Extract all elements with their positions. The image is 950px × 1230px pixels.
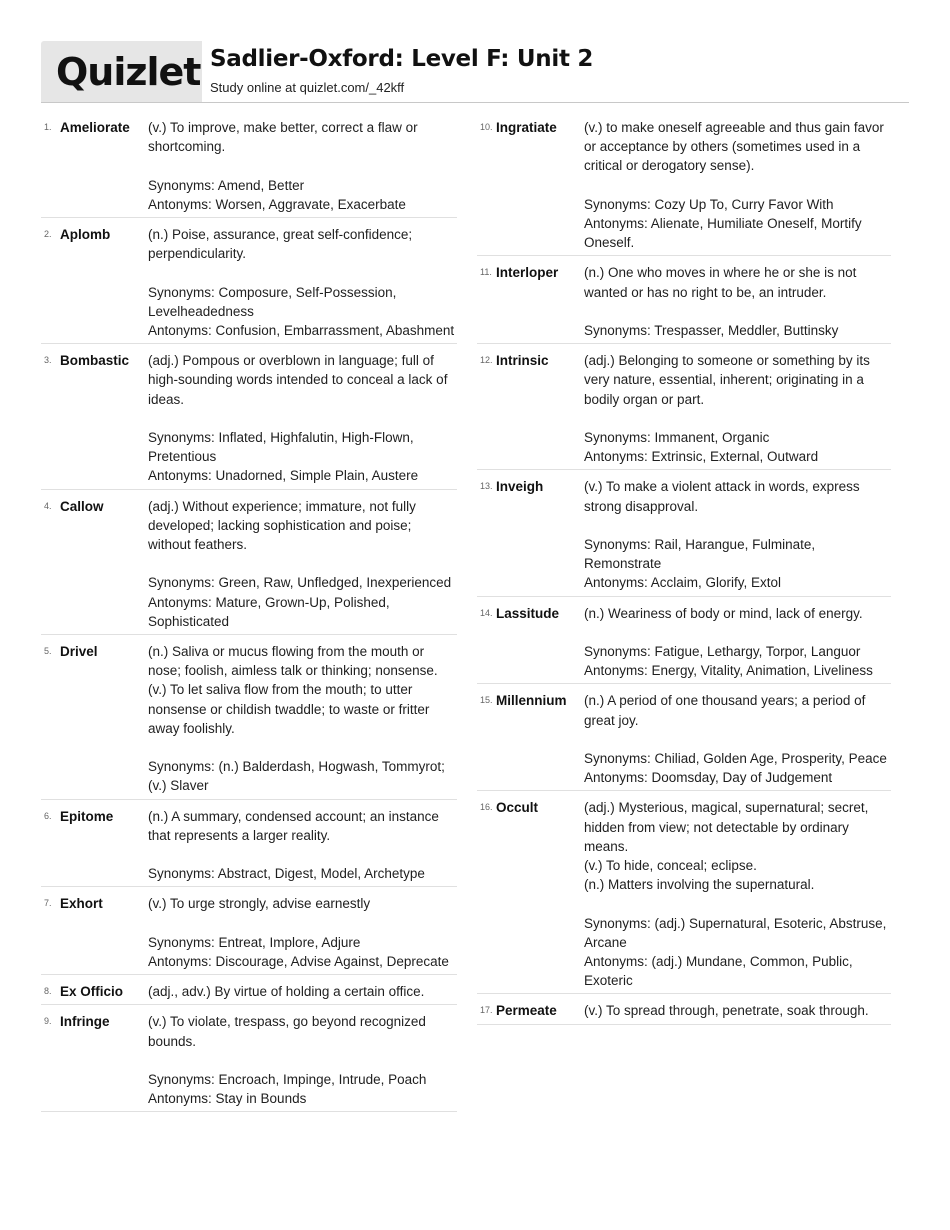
term-row xyxy=(41,118,457,218)
definition-line: (v.) To make a violent attack in words, express strong disapproval. xyxy=(584,479,860,514)
term-definition xyxy=(584,118,891,252)
term-number: 8. xyxy=(44,986,52,997)
definition-line: (adj., adv.) By virtue of holding a certain office. xyxy=(148,984,425,1000)
definition-line: Antonyms: Extrinsic, External, Outward xyxy=(584,449,819,465)
definition-line: Synonyms: Amend, Better xyxy=(148,177,305,193)
term-number: 2. xyxy=(44,229,52,239)
term-definition xyxy=(584,477,891,592)
term-row xyxy=(41,982,457,1005)
term-number: 9. xyxy=(44,1016,52,1027)
definition-line: (v.) To improve, make better, correct a flaw or shortcoming. xyxy=(148,120,418,155)
definition-spacer xyxy=(148,554,457,573)
definition-line: (v.) To spread through, penetrate, soak through. xyxy=(584,1003,869,1019)
definition-spacer xyxy=(148,156,457,175)
term-row xyxy=(477,798,891,994)
definition-spacer xyxy=(584,623,891,642)
term-number: 1. xyxy=(44,122,52,132)
definition-line: Synonyms: Immanent, Organic xyxy=(584,430,770,445)
definition-line: Synonyms: Cozy Up To, Curry Favor With xyxy=(584,196,834,212)
term-number: 10. xyxy=(480,122,493,132)
term-word: Ingratiate xyxy=(496,120,557,135)
term-definition xyxy=(148,118,457,214)
definition-line: Antonyms: Alienate, Humiliate Oneself, Mortify Oneself. xyxy=(584,216,862,251)
definition-spacer xyxy=(584,516,891,535)
definition-spacer xyxy=(584,176,891,195)
study-url: quizlet.com/_42kff xyxy=(299,80,405,95)
page-subtitle xyxy=(210,80,404,96)
definition-line: Synonyms: Entreat, Implore, Adjure xyxy=(148,934,361,950)
definition-spacer xyxy=(584,409,891,428)
term-row xyxy=(477,351,891,470)
term-number: 6. xyxy=(44,810,52,821)
definition-line: (v.) To violate, trespass, go beyond recognized bounds. xyxy=(148,1014,426,1049)
term-definition xyxy=(584,691,891,787)
definition-line: Synonyms: Encroach, Impinge, Intrude, Poach xyxy=(148,1072,427,1088)
definition-line: (n.) A period of one thousand years; a period of great joy. xyxy=(584,693,866,728)
term-word: Drivel xyxy=(60,644,98,660)
term-row xyxy=(41,497,457,635)
term-column-left xyxy=(41,118,457,1119)
definition-line: Antonyms: Unadorned, Simple Plain, Austere xyxy=(148,468,419,484)
header-divider xyxy=(41,102,909,103)
term-number: 13. xyxy=(480,481,493,492)
definition-line: Antonyms: Worsen, Aggravate, Exacerbate xyxy=(148,196,406,212)
term-row xyxy=(477,604,891,685)
definition-spacer xyxy=(148,914,457,933)
term-definition xyxy=(148,497,457,631)
term-word: Callow xyxy=(60,498,104,514)
term-word: Inveigh xyxy=(496,479,544,495)
term-definition xyxy=(148,807,457,884)
term-number: 17. xyxy=(480,1005,493,1016)
term-column-right xyxy=(477,118,891,1032)
term-definition xyxy=(584,351,891,466)
definition-line: (v.) To hide, conceal; eclipse. xyxy=(584,858,757,874)
definition-spacer xyxy=(584,302,891,321)
definition-line: Synonyms: Fatigue, Lethargy, Torpor, Languor xyxy=(584,644,861,659)
term-row xyxy=(41,1012,457,1112)
term-row xyxy=(41,894,457,975)
term-definition xyxy=(148,642,457,796)
term-row xyxy=(477,1001,891,1024)
term-number: 4. xyxy=(44,500,52,511)
term-word: Interloper xyxy=(496,265,559,281)
definition-line: (adj.) Mysterious, magical, supernatural; secret, hidden from view; not detectable by ordinary means. xyxy=(584,800,869,854)
term-definition xyxy=(584,263,891,340)
term-definition xyxy=(148,982,457,1001)
definition-line: (n.) Poise, assurance, great self-confidence; perpendicularity. xyxy=(148,227,413,262)
term-definition xyxy=(148,894,457,971)
definition-line: (adj.) Pompous or overblown in language; full of high-sounding words intended to conceal a lack of ideas. xyxy=(148,353,448,407)
definition-line: (n.) Saliva or mucus flowing from the mouth or nose; foolish, aimless talk or thinking; nonsense. xyxy=(148,644,438,679)
term-word: Epitome xyxy=(60,808,114,824)
definition-line: Synonyms: Trespasser, Meddler, Buttinsky xyxy=(584,323,839,338)
definition-spacer xyxy=(148,845,457,864)
definition-line: (v.) to make oneself agreeable and thus gain favor or acceptance by others (sometimes used in a critical or derogatory sense). xyxy=(584,120,884,174)
definition-line: Antonyms: Acclaim, Glorify, Extol xyxy=(584,575,782,591)
term-number: 5. xyxy=(44,646,52,657)
term-word: Permeate xyxy=(496,1003,557,1019)
term-definition xyxy=(584,1001,891,1020)
term-row xyxy=(41,225,457,344)
term-definition xyxy=(584,798,891,990)
term-word: Lassitude xyxy=(496,605,560,621)
definition-spacer xyxy=(584,730,891,749)
definition-line: Antonyms: Energy, Vitality, Animation, Liveliness xyxy=(584,663,873,679)
term-number: 12. xyxy=(480,355,493,366)
definition-line: (v.) To let saliva flow from the mouth; to utter nonsense or childish twaddle; to waste or fritter away foolishly. xyxy=(148,682,430,736)
definition-line: (n.) Matters involving the supernatural. xyxy=(584,877,815,893)
term-definition xyxy=(148,1012,457,1108)
definition-line: (n.) A summary, condensed account; an instance that represents a larger reality. xyxy=(148,808,439,843)
definition-line: Synonyms: Composure, Self-Possession, Levelheadedness xyxy=(148,284,397,319)
term-row xyxy=(477,477,891,596)
definition-line: (v.) To urge strongly, advise earnestly xyxy=(148,896,371,912)
definition-line: Synonyms: Rail, Harangue, Fulminate, Remonstrate xyxy=(584,537,816,572)
term-word: Infringe xyxy=(60,1014,110,1030)
term-definition xyxy=(148,351,457,485)
term-number: 16. xyxy=(480,802,493,813)
definition-line: Synonyms: Chiliad, Golden Age, Prosperity, Peace xyxy=(584,751,887,766)
term-word: Ameliorate xyxy=(60,120,130,135)
subtitle-prefix: Study online at xyxy=(210,80,300,95)
definition-line: Antonyms: Confusion, Embarrassment, Abashment xyxy=(148,323,455,338)
definition-line: Antonyms: Mature, Grown-Up, Polished, Sophisticated xyxy=(148,594,390,629)
term-word: Ex Officio xyxy=(60,984,124,1000)
definition-spacer xyxy=(148,738,457,757)
definition-line: Synonyms: (n.) Balderdash, Hogwash, Tommyrot; (v.) Slaver xyxy=(148,759,445,794)
definition-line: Synonyms: Inflated, Highfalutin, High-Flown, Pretentious xyxy=(148,430,414,465)
term-number: 3. xyxy=(44,355,52,366)
definition-line: (n.) One who moves in where he or she is not wanted or has no right to be, an intruder. xyxy=(584,265,857,300)
logo-text: Quizlet xyxy=(56,50,201,94)
definition-line: (n.) Weariness of body or mind, lack of energy. xyxy=(584,605,863,621)
term-number: 7. xyxy=(44,898,52,909)
definition-line: Synonyms: (adj.) Supernatural, Esoteric, Abstruse, Arcane xyxy=(584,915,887,950)
definition-line: Synonyms: Abstract, Digest, Model, Archetype xyxy=(148,866,425,882)
quizlet-logo xyxy=(41,41,202,103)
definition-line: Synonyms: Green, Raw, Unfledged, Inexperienced xyxy=(148,575,452,591)
definition-line: (adj.) Belonging to someone or something by its very nature, essential, inherent; originating in a bodily organ or part. xyxy=(584,353,870,407)
term-word: Intrinsic xyxy=(496,353,549,369)
definition-line: Antonyms: Discourage, Advise Against, Deprecate xyxy=(148,954,449,970)
term-word: Exhort xyxy=(60,896,103,912)
term-row xyxy=(477,263,891,344)
term-definition xyxy=(584,604,891,681)
term-number: 14. xyxy=(480,607,493,618)
term-row xyxy=(477,691,891,791)
definition-spacer xyxy=(148,1051,457,1070)
term-number: 15. xyxy=(480,695,493,706)
definition-line: Antonyms: Stay in Bounds xyxy=(148,1091,307,1107)
term-row xyxy=(41,642,457,800)
term-word: Occult xyxy=(496,800,539,816)
term-row xyxy=(477,118,891,256)
definition-spacer xyxy=(148,409,457,428)
term-word: Aplomb xyxy=(60,227,111,242)
term-definition xyxy=(148,225,457,340)
definition-spacer xyxy=(584,894,891,913)
definition-spacer xyxy=(148,263,457,282)
term-row xyxy=(41,807,457,888)
definition-line: (adj.) Without experience; immature, not fully developed; lacking sophistication and poise; without feathers. xyxy=(148,498,416,553)
term-word: Bombastic xyxy=(60,353,130,369)
term-number: 11. xyxy=(480,267,492,278)
term-row xyxy=(41,351,457,489)
definition-line: Antonyms: (adj.) Mundane, Common, Public, Exoteric xyxy=(584,954,853,989)
page-title: Sadlier-Oxford: Level F: Unit 2 xyxy=(210,46,594,72)
term-word: Millennium xyxy=(496,693,567,709)
definition-line: Antonyms: Doomsday, Day of Judgement xyxy=(584,770,833,786)
